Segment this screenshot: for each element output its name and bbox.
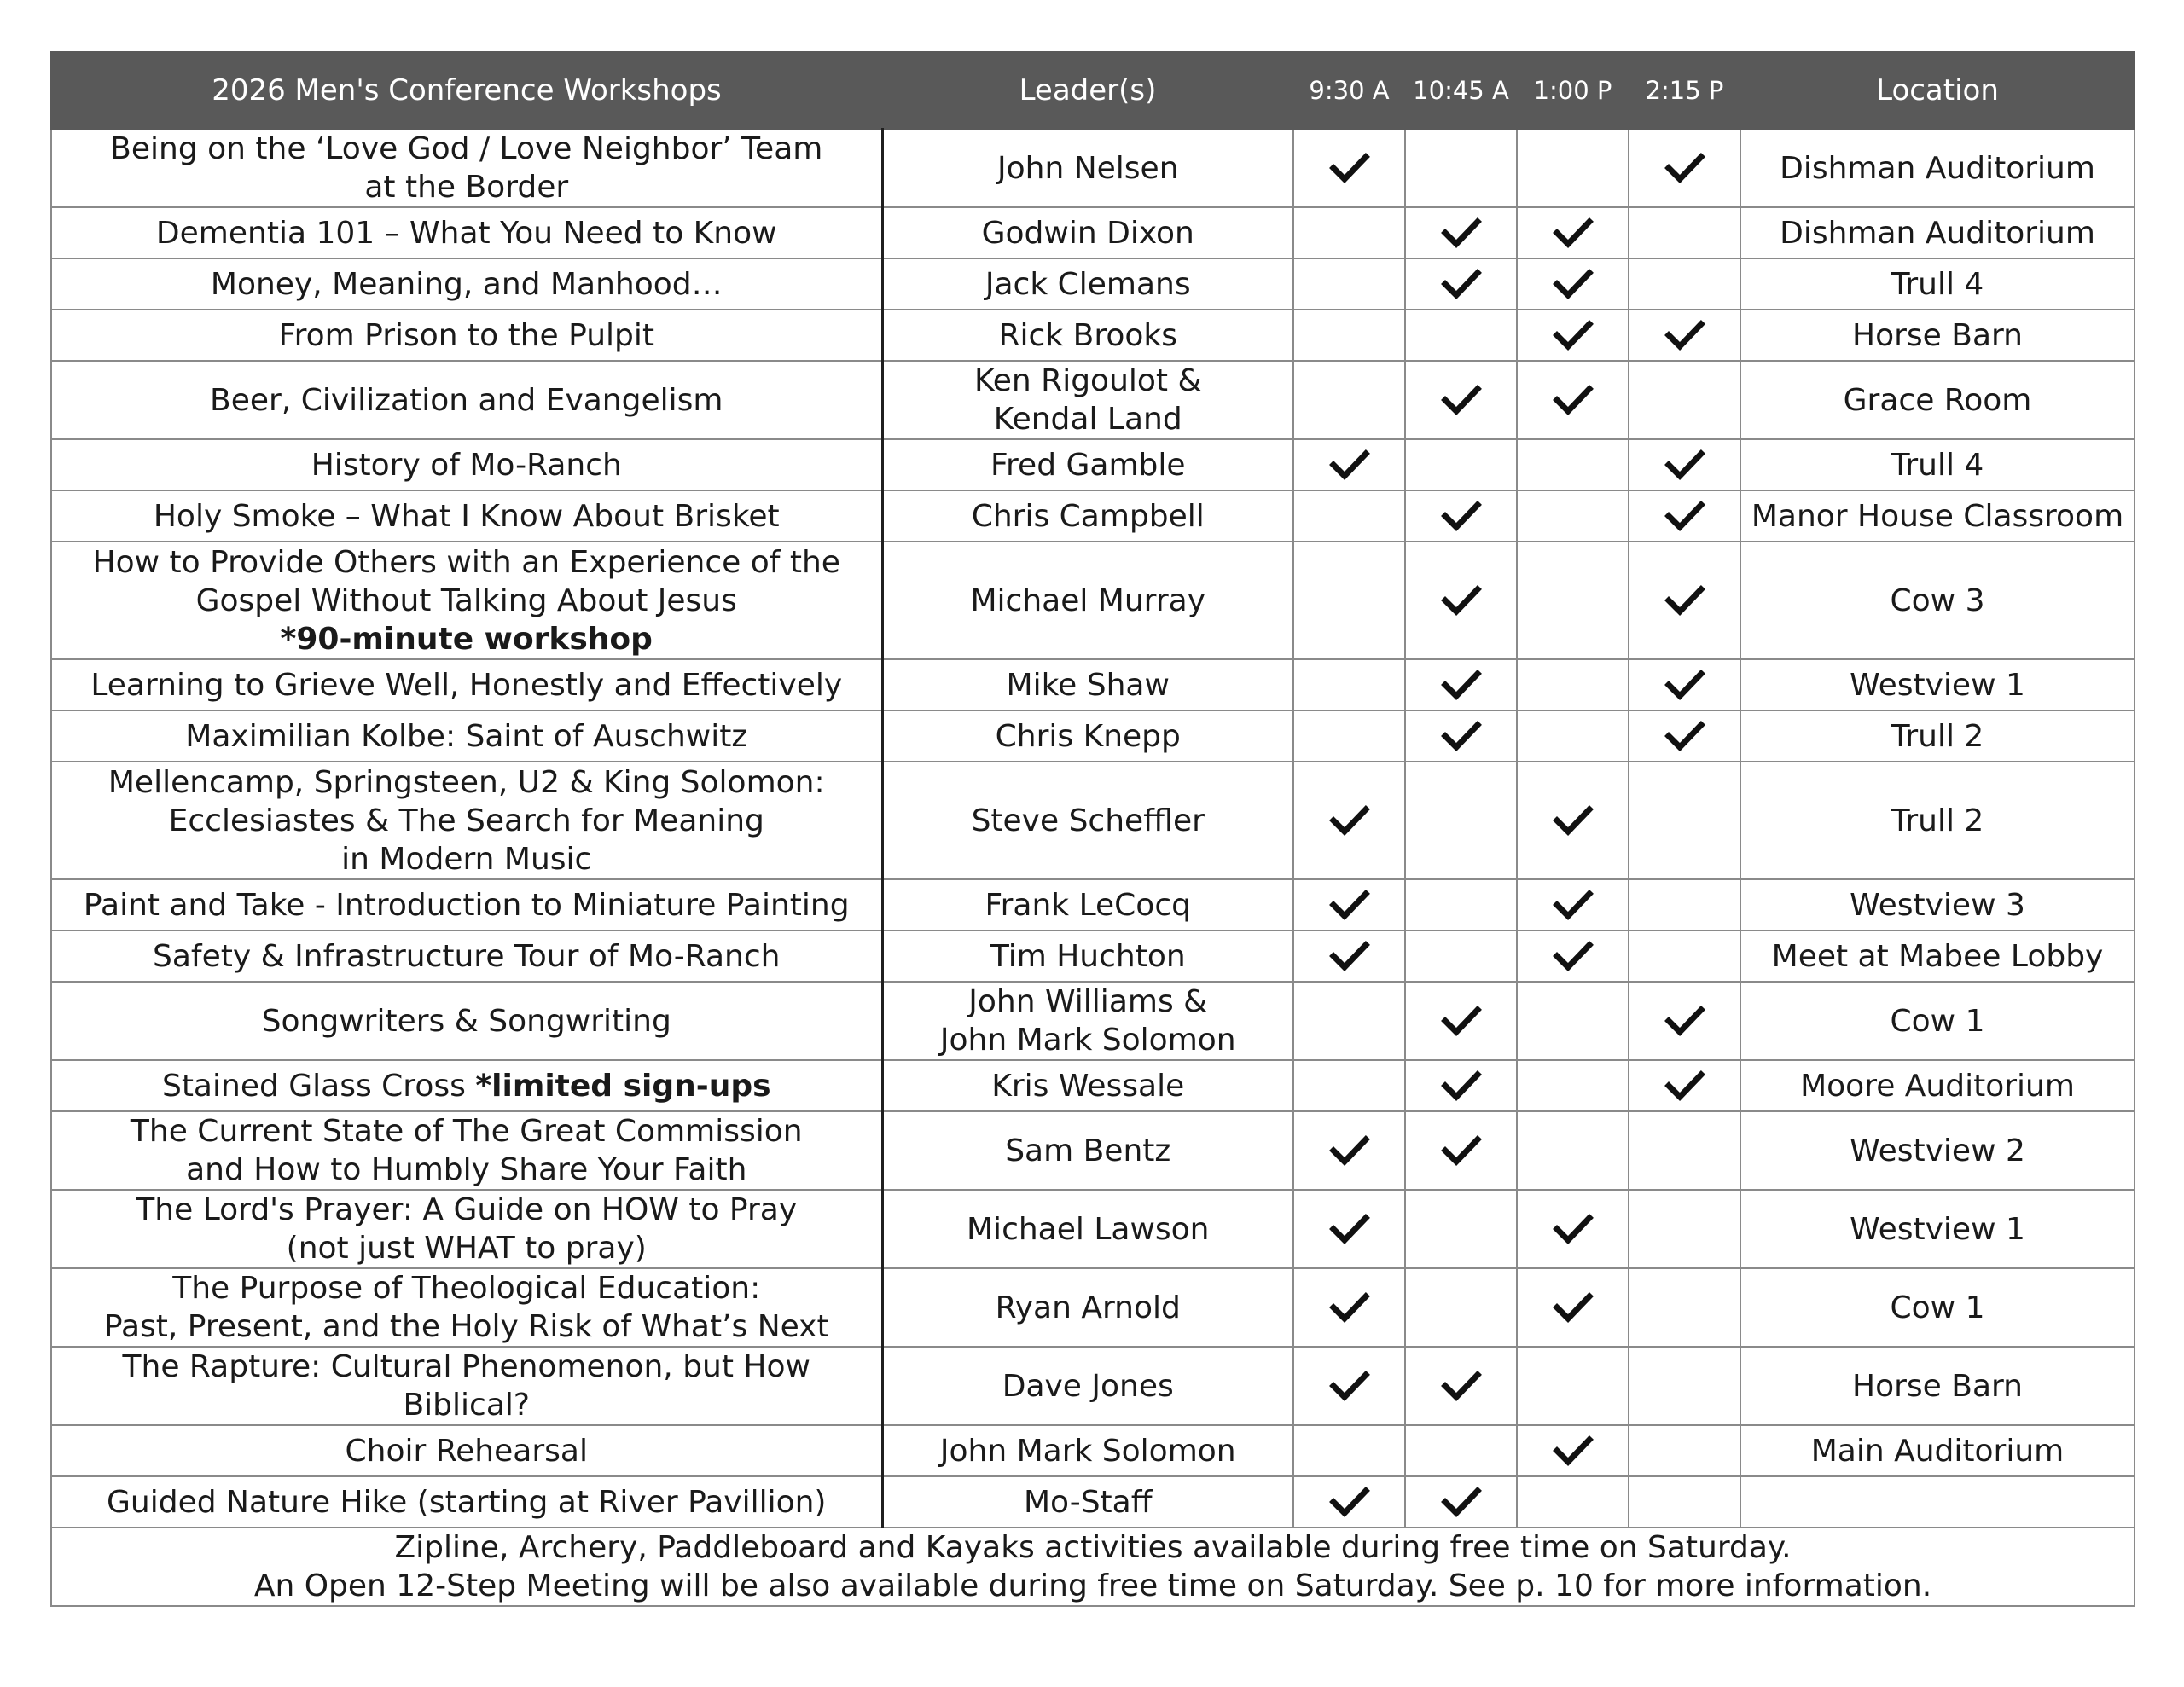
- leader-line-1: Frank LeCocq: [985, 887, 1191, 923]
- time-slot-cell: [1629, 1476, 1740, 1528]
- workshop-row: [51, 1268, 2135, 1347]
- checkmark-icon: [1550, 377, 1596, 423]
- workshop-leader: [882, 1060, 1293, 1111]
- workshop-leader: [882, 1190, 1293, 1268]
- time-slot-cell: [1293, 762, 1405, 879]
- time-slot-cell: [1293, 439, 1405, 490]
- time-slot-cell: [1405, 361, 1517, 439]
- workshop-location: Westview 3: [1740, 879, 2135, 930]
- workshop-title-line-1: Money, Meaning, and Manhood…: [210, 266, 723, 302]
- time-slot-cell: [1405, 1425, 1517, 1476]
- footer-line-1: Zipline, Archery, Paddleboard and Kayaks activities available during free time on Saturday.: [394, 1530, 1792, 1565]
- leader-line-1: Chris Campbell: [971, 498, 1205, 534]
- checkmark-icon: [1662, 493, 1708, 539]
- workshop-title-line-1: The Rapture: Cultural Phenomenon, but How Biblical?: [122, 1349, 810, 1423]
- time-slot-cell: [1629, 879, 1740, 930]
- checkmark-icon: [1327, 797, 1373, 844]
- footer-row: [51, 1528, 2135, 1606]
- time-slot-cell: [1629, 1190, 1740, 1268]
- workshop-title-line-1: Maximilian Kolbe: Saint of Auschwitz: [185, 718, 748, 754]
- time-slot-cell: [1517, 310, 1629, 361]
- workshop-location: Horse Barn: [1740, 310, 2135, 361]
- checkmark-icon: [1662, 713, 1708, 759]
- time-slot-cell: [1293, 930, 1405, 982]
- workshop-location: Trull 4: [1740, 258, 2135, 310]
- checkmark-icon: [1438, 261, 1484, 307]
- workshop-title-line-1: How to Provide Others with an Experience of the: [92, 544, 840, 580]
- leader-line-1: Michael Lawson: [967, 1211, 1210, 1247]
- time-slot-cell: [1517, 258, 1629, 310]
- time-slot-cell: [1405, 207, 1517, 258]
- workshop-title-line-1: Stained Glass Cross *limited sign-ups: [161, 1068, 771, 1104]
- workshop-leader: [882, 982, 1293, 1060]
- workshop-location: Trull 2: [1740, 762, 2135, 879]
- time-slot-cell: [1629, 710, 1740, 762]
- time-slot-cell: [1405, 930, 1517, 982]
- time-slot-cell: [1293, 1476, 1405, 1528]
- workshop-title-line-1: Safety & Infrastructure Tour of Mo-Ranch: [153, 938, 781, 974]
- checkmark-icon: [1327, 1284, 1373, 1330]
- workshop-leader: [882, 542, 1293, 659]
- checkmark-icon: [1662, 145, 1708, 191]
- time-slot-cell: [1629, 659, 1740, 710]
- time-slot-cell: [1629, 1425, 1740, 1476]
- time-slot-cell: [1629, 930, 1740, 982]
- time-slot-cell: [1629, 1268, 1740, 1347]
- time-slot-cell: [1405, 1476, 1517, 1528]
- workshop-location: Dishman Auditorium: [1740, 207, 2135, 258]
- checkmark-icon: [1550, 882, 1596, 928]
- workshop-schedule-table: [50, 51, 2135, 1607]
- time-slot-cell: [1293, 1268, 1405, 1347]
- workshop-leader: [882, 490, 1293, 542]
- leader-line-1: Ryan Arnold: [995, 1290, 1181, 1325]
- workshop-title: [51, 1268, 882, 1347]
- time-slot-cell: [1629, 439, 1740, 490]
- time-slot-cell: [1405, 879, 1517, 930]
- workshop-title-line-1: Dementia 101 – What You Need to Know: [155, 215, 777, 251]
- checkmark-icon: [1438, 1063, 1484, 1109]
- workshop-title-line-1: Beer, Civilization and Evangelism: [210, 382, 723, 418]
- workshop-row: [51, 710, 2135, 762]
- time-slot-cell: [1517, 1111, 1629, 1190]
- header-time-100: 1:00 P: [1517, 52, 1629, 129]
- workshop-title-line-1: Choir Rehearsal: [345, 1433, 588, 1469]
- time-slot-cell: [1517, 1268, 1629, 1347]
- checkmark-icon: [1662, 662, 1708, 708]
- time-slot-cell: [1293, 1060, 1405, 1111]
- workshop-leader: [882, 439, 1293, 490]
- workshop-title-line-1: Being on the ‘Love God / Love Neighbor’ Team: [110, 131, 823, 166]
- workshop-title: [51, 659, 882, 710]
- workshop-location: Trull 2: [1740, 710, 2135, 762]
- workshop-title-line-1: Guided Nature Hike (starting at River Pavillion): [107, 1484, 827, 1520]
- workshop-location: Moore Auditorium: [1740, 1060, 2135, 1111]
- time-slot-cell: [1405, 490, 1517, 542]
- time-slot-cell: [1293, 982, 1405, 1060]
- time-slot-cell: [1405, 710, 1517, 762]
- workshop-row: [51, 1476, 2135, 1528]
- checkmark-icon: [1662, 1063, 1708, 1109]
- checkmark-icon: [1550, 933, 1596, 979]
- workshop-leader: [882, 1476, 1293, 1528]
- workshop-title: [51, 1476, 882, 1528]
- workshop-row: [51, 1111, 2135, 1190]
- workshop-location: Cow 1: [1740, 1268, 2135, 1347]
- workshop-leader: [882, 710, 1293, 762]
- time-slot-cell: [1517, 1060, 1629, 1111]
- time-slot-cell: [1517, 930, 1629, 982]
- time-slot-cell: [1293, 361, 1405, 439]
- time-slot-cell: [1405, 310, 1517, 361]
- time-slot-cell: [1293, 207, 1405, 258]
- time-slot-cell: [1293, 659, 1405, 710]
- workshop-title: [51, 258, 882, 310]
- checkmark-icon: [1662, 312, 1708, 358]
- workshop-row: [51, 1347, 2135, 1425]
- workshop-title-line-2: Gospel Without Talking About Jesus: [195, 583, 737, 618]
- time-slot-cell: [1517, 207, 1629, 258]
- workshop-row: [51, 129, 2135, 207]
- workshop-title-line-2: (not just WHAT to pray): [286, 1231, 647, 1266]
- workshop-leader: [882, 310, 1293, 361]
- checkmark-icon: [1438, 577, 1484, 623]
- checkmark-icon: [1550, 210, 1596, 256]
- header-time-930: 9:30 A: [1293, 52, 1405, 129]
- time-slot-cell: [1629, 310, 1740, 361]
- checkmark-icon: [1662, 442, 1708, 488]
- workshop-title: [51, 361, 882, 439]
- checkmark-icon: [1327, 442, 1373, 488]
- workshop-title-line-1: Songwriters & Songwriting: [261, 1003, 671, 1039]
- header-leaders: Leader(s): [882, 52, 1293, 129]
- workshop-title: [51, 207, 882, 258]
- workshop-row: [51, 439, 2135, 490]
- leader-line-2: Kendal Land: [993, 402, 1182, 437]
- workshop-location: Meet at Mabee Lobby: [1740, 930, 2135, 982]
- time-slot-cell: [1293, 542, 1405, 659]
- workshop-location: Dishman Auditorium: [1740, 129, 2135, 207]
- workshop-title-line-1: The Current State of The Great Commission: [130, 1114, 803, 1149]
- time-slot-cell: [1517, 361, 1629, 439]
- schedule-body: [51, 129, 2135, 1528]
- time-slot-cell: [1517, 490, 1629, 542]
- workshop-leader: [882, 879, 1293, 930]
- workshop-row: [51, 207, 2135, 258]
- workshop-location: [1740, 1476, 2135, 1528]
- time-slot-cell: [1405, 1190, 1517, 1268]
- workshop-title-line-1: Learning to Grieve Well, Honestly and Effectively: [90, 667, 843, 703]
- workshop-title-line-1: History of Mo-Ranch: [311, 447, 622, 483]
- workshop-row: [51, 258, 2135, 310]
- time-slot-cell: [1517, 982, 1629, 1060]
- leader-line-1: Sam Bentz: [1005, 1133, 1171, 1168]
- header-time-1045: 10:45 A: [1405, 52, 1517, 129]
- time-slot-cell: [1629, 129, 1740, 207]
- time-slot-cell: [1517, 439, 1629, 490]
- time-slot-cell: [1405, 1060, 1517, 1111]
- checkmark-icon: [1438, 1128, 1484, 1174]
- time-slot-cell: [1293, 310, 1405, 361]
- leader-line-1: Ken Rigoulot &: [973, 363, 1202, 398]
- leader-line-1: Fred Gamble: [990, 447, 1186, 483]
- workshop-row: [51, 762, 2135, 879]
- leader-line-1: Jack Clemans: [985, 266, 1191, 302]
- leader-line-1: Mike Shaw: [1006, 667, 1170, 703]
- workshop-title: [51, 439, 882, 490]
- time-slot-cell: [1405, 542, 1517, 659]
- checkmark-icon: [1438, 662, 1484, 708]
- footer-note: [51, 1528, 2135, 1606]
- time-slot-cell: [1405, 258, 1517, 310]
- workshop-title: [51, 879, 882, 930]
- time-slot-cell: [1629, 982, 1740, 1060]
- workshop-location: Trull 4: [1740, 439, 2135, 490]
- time-slot-cell: [1629, 1060, 1740, 1111]
- checkmark-icon: [1662, 577, 1708, 623]
- workshop-leader: [882, 930, 1293, 982]
- workshop-row: [51, 361, 2135, 439]
- workshop-title: [51, 542, 882, 659]
- workshop-duration-note: *90-minute workshop: [280, 621, 653, 657]
- workshop-title-line-2: Past, Present, and the Holy Risk of What’s Next: [103, 1309, 829, 1344]
- leader-line-1: Michael Murray: [970, 583, 1206, 618]
- time-slot-cell: [1629, 1347, 1740, 1425]
- time-slot-cell: [1405, 439, 1517, 490]
- checkmark-icon: [1550, 261, 1596, 307]
- workshop-row: [51, 490, 2135, 542]
- checkmark-icon: [1327, 1128, 1373, 1174]
- workshop-leader: [882, 1425, 1293, 1476]
- time-slot-cell: [1629, 1111, 1740, 1190]
- leader-line-1: Dave Jones: [1002, 1368, 1174, 1404]
- time-slot-cell: [1293, 1347, 1405, 1425]
- checkmark-icon: [1438, 998, 1484, 1044]
- time-slot-cell: [1629, 207, 1740, 258]
- checkmark-icon: [1327, 1479, 1373, 1525]
- workshop-location: Westview 1: [1740, 659, 2135, 710]
- workshop-location: Westview 2: [1740, 1111, 2135, 1190]
- time-slot-cell: [1293, 258, 1405, 310]
- workshop-title-line-2: Ecclesiastes & The Search for Meaning: [168, 803, 764, 838]
- time-slot-cell: [1405, 1111, 1517, 1190]
- time-slot-cell: [1517, 1347, 1629, 1425]
- workshop-title-note: *limited sign-ups: [475, 1068, 771, 1104]
- workshop-row: [51, 542, 2135, 659]
- time-slot-cell: [1293, 129, 1405, 207]
- leader-line-1: Mo-Staff: [1023, 1484, 1153, 1520]
- checkmark-icon: [1438, 493, 1484, 539]
- workshop-row: [51, 1425, 2135, 1476]
- time-slot-cell: [1517, 1425, 1629, 1476]
- workshop-location: Main Auditorium: [1740, 1425, 2135, 1476]
- workshop-leader: [882, 1111, 1293, 1190]
- workshop-title: [51, 710, 882, 762]
- header-title: 2026 Men's Conference Workshops: [51, 52, 882, 129]
- workshop-title-line-2: at the Border: [364, 170, 569, 205]
- workshop-leader: [882, 129, 1293, 207]
- time-slot-cell: [1517, 129, 1629, 207]
- workshop-title: [51, 982, 882, 1060]
- workshop-title: [51, 1425, 882, 1476]
- checkmark-icon: [1327, 882, 1373, 928]
- workshop-title-line-1: Mellencamp, Springsteen, U2 & King Solomon:: [107, 764, 825, 800]
- time-slot-cell: [1517, 762, 1629, 879]
- workshop-leader: [882, 207, 1293, 258]
- workshop-location: Grace Room: [1740, 361, 2135, 439]
- workshop-leader: [882, 1268, 1293, 1347]
- time-slot-cell: [1517, 710, 1629, 762]
- time-slot-cell: [1629, 762, 1740, 879]
- workshop-title: [51, 490, 882, 542]
- checkmark-icon: [1327, 145, 1373, 191]
- footer-line-2: An Open 12-Step Meeting will be also available during free time on Saturday. See p. 10 for more information.: [253, 1568, 1932, 1603]
- workshop-row: [51, 310, 2135, 361]
- time-slot-cell: [1629, 542, 1740, 659]
- time-slot-cell: [1293, 710, 1405, 762]
- workshop-location: Westview 1: [1740, 1190, 2135, 1268]
- leader-line-1: Steve Scheffler: [971, 803, 1205, 838]
- workshop-row: [51, 982, 2135, 1060]
- time-slot-cell: [1405, 659, 1517, 710]
- checkmark-icon: [1327, 933, 1373, 979]
- time-slot-cell: [1405, 982, 1517, 1060]
- workshop-leader: [882, 659, 1293, 710]
- time-slot-cell: [1517, 1476, 1629, 1528]
- time-slot-cell: [1629, 258, 1740, 310]
- workshop-location: Cow 3: [1740, 542, 2135, 659]
- leader-line-1: John Mark Solomon: [939, 1433, 1236, 1469]
- header-row: [51, 52, 2135, 129]
- workshop-title: [51, 762, 882, 879]
- leader-line-2: John Mark Solomon: [939, 1023, 1236, 1058]
- workshop-location: Cow 1: [1740, 982, 2135, 1060]
- workshop-row: [51, 930, 2135, 982]
- time-slot-cell: [1517, 659, 1629, 710]
- time-slot-cell: [1293, 490, 1405, 542]
- checkmark-icon: [1550, 1284, 1596, 1330]
- checkmark-icon: [1438, 210, 1484, 256]
- leader-line-1: John Williams &: [968, 984, 1208, 1019]
- time-slot-cell: [1293, 1111, 1405, 1190]
- time-slot-cell: [1629, 361, 1740, 439]
- workshop-row: [51, 1190, 2135, 1268]
- time-slot-cell: [1405, 1268, 1517, 1347]
- workshop-title: [51, 1347, 882, 1425]
- checkmark-icon: [1438, 1363, 1484, 1409]
- workshop-title-line-1: From Prison to the Pulpit: [278, 317, 655, 353]
- leader-line-1: Rick Brooks: [998, 317, 1177, 353]
- leader-line-1: Kris Wessale: [991, 1068, 1185, 1104]
- time-slot-cell: [1293, 1425, 1405, 1476]
- workshop-row: [51, 1060, 2135, 1111]
- checkmark-icon: [1550, 1206, 1596, 1252]
- workshop-leader: [882, 361, 1293, 439]
- checkmark-icon: [1438, 377, 1484, 423]
- time-slot-cell: [1517, 1190, 1629, 1268]
- checkmark-icon: [1438, 1479, 1484, 1525]
- checkmark-icon: [1438, 713, 1484, 759]
- checkmark-icon: [1662, 998, 1708, 1044]
- leader-line-1: Tim Huchton: [990, 938, 1186, 974]
- workshop-leader: [882, 258, 1293, 310]
- workshop-title-line-1: The Lord's Prayer: A Guide on HOW to Pray: [136, 1192, 798, 1227]
- time-slot-cell: [1405, 762, 1517, 879]
- workshop-title-line-1: Paint and Take - Introduction to Miniature Painting: [83, 887, 850, 923]
- time-slot-cell: [1405, 1347, 1517, 1425]
- time-slot-cell: [1405, 129, 1517, 207]
- checkmark-icon: [1327, 1363, 1373, 1409]
- checkmark-icon: [1327, 1206, 1373, 1252]
- workshop-title: [51, 1190, 882, 1268]
- time-slot-cell: [1629, 490, 1740, 542]
- time-slot-cell: [1293, 1190, 1405, 1268]
- checkmark-icon: [1550, 1428, 1596, 1474]
- workshop-location: Horse Barn: [1740, 1347, 2135, 1425]
- time-slot-cell: [1517, 879, 1629, 930]
- leader-line-1: John Nelsen: [996, 150, 1179, 186]
- workshop-leader: [882, 762, 1293, 879]
- workshop-row: [51, 879, 2135, 930]
- header-time-215: 2:15 P: [1629, 52, 1740, 129]
- time-slot-cell: [1293, 879, 1405, 930]
- leader-line-1: Chris Knepp: [995, 718, 1181, 754]
- workshop-row: [51, 659, 2135, 710]
- time-slot-cell: [1517, 542, 1629, 659]
- workshop-title-line-1: Holy Smoke – What I Know About Brisket: [153, 498, 780, 534]
- workshop-title: [51, 310, 882, 361]
- workshop-title: [51, 930, 882, 982]
- workshop-title: [51, 129, 882, 207]
- workshop-title: [51, 1111, 882, 1190]
- workshop-title: [51, 1060, 882, 1111]
- leader-line-1: Godwin Dixon: [981, 215, 1194, 251]
- workshop-title-line-2: and How to Humbly Share Your Faith: [186, 1152, 747, 1187]
- header-location: Location: [1740, 52, 2135, 129]
- workshop-leader: [882, 1347, 1293, 1425]
- workshop-title-line-3: in Modern Music: [341, 841, 592, 877]
- workshop-title-line-1: The Purpose of Theological Education:: [172, 1271, 761, 1306]
- checkmark-icon: [1550, 797, 1596, 844]
- checkmark-icon: [1550, 312, 1596, 358]
- workshop-location: Manor House Classroom: [1740, 490, 2135, 542]
